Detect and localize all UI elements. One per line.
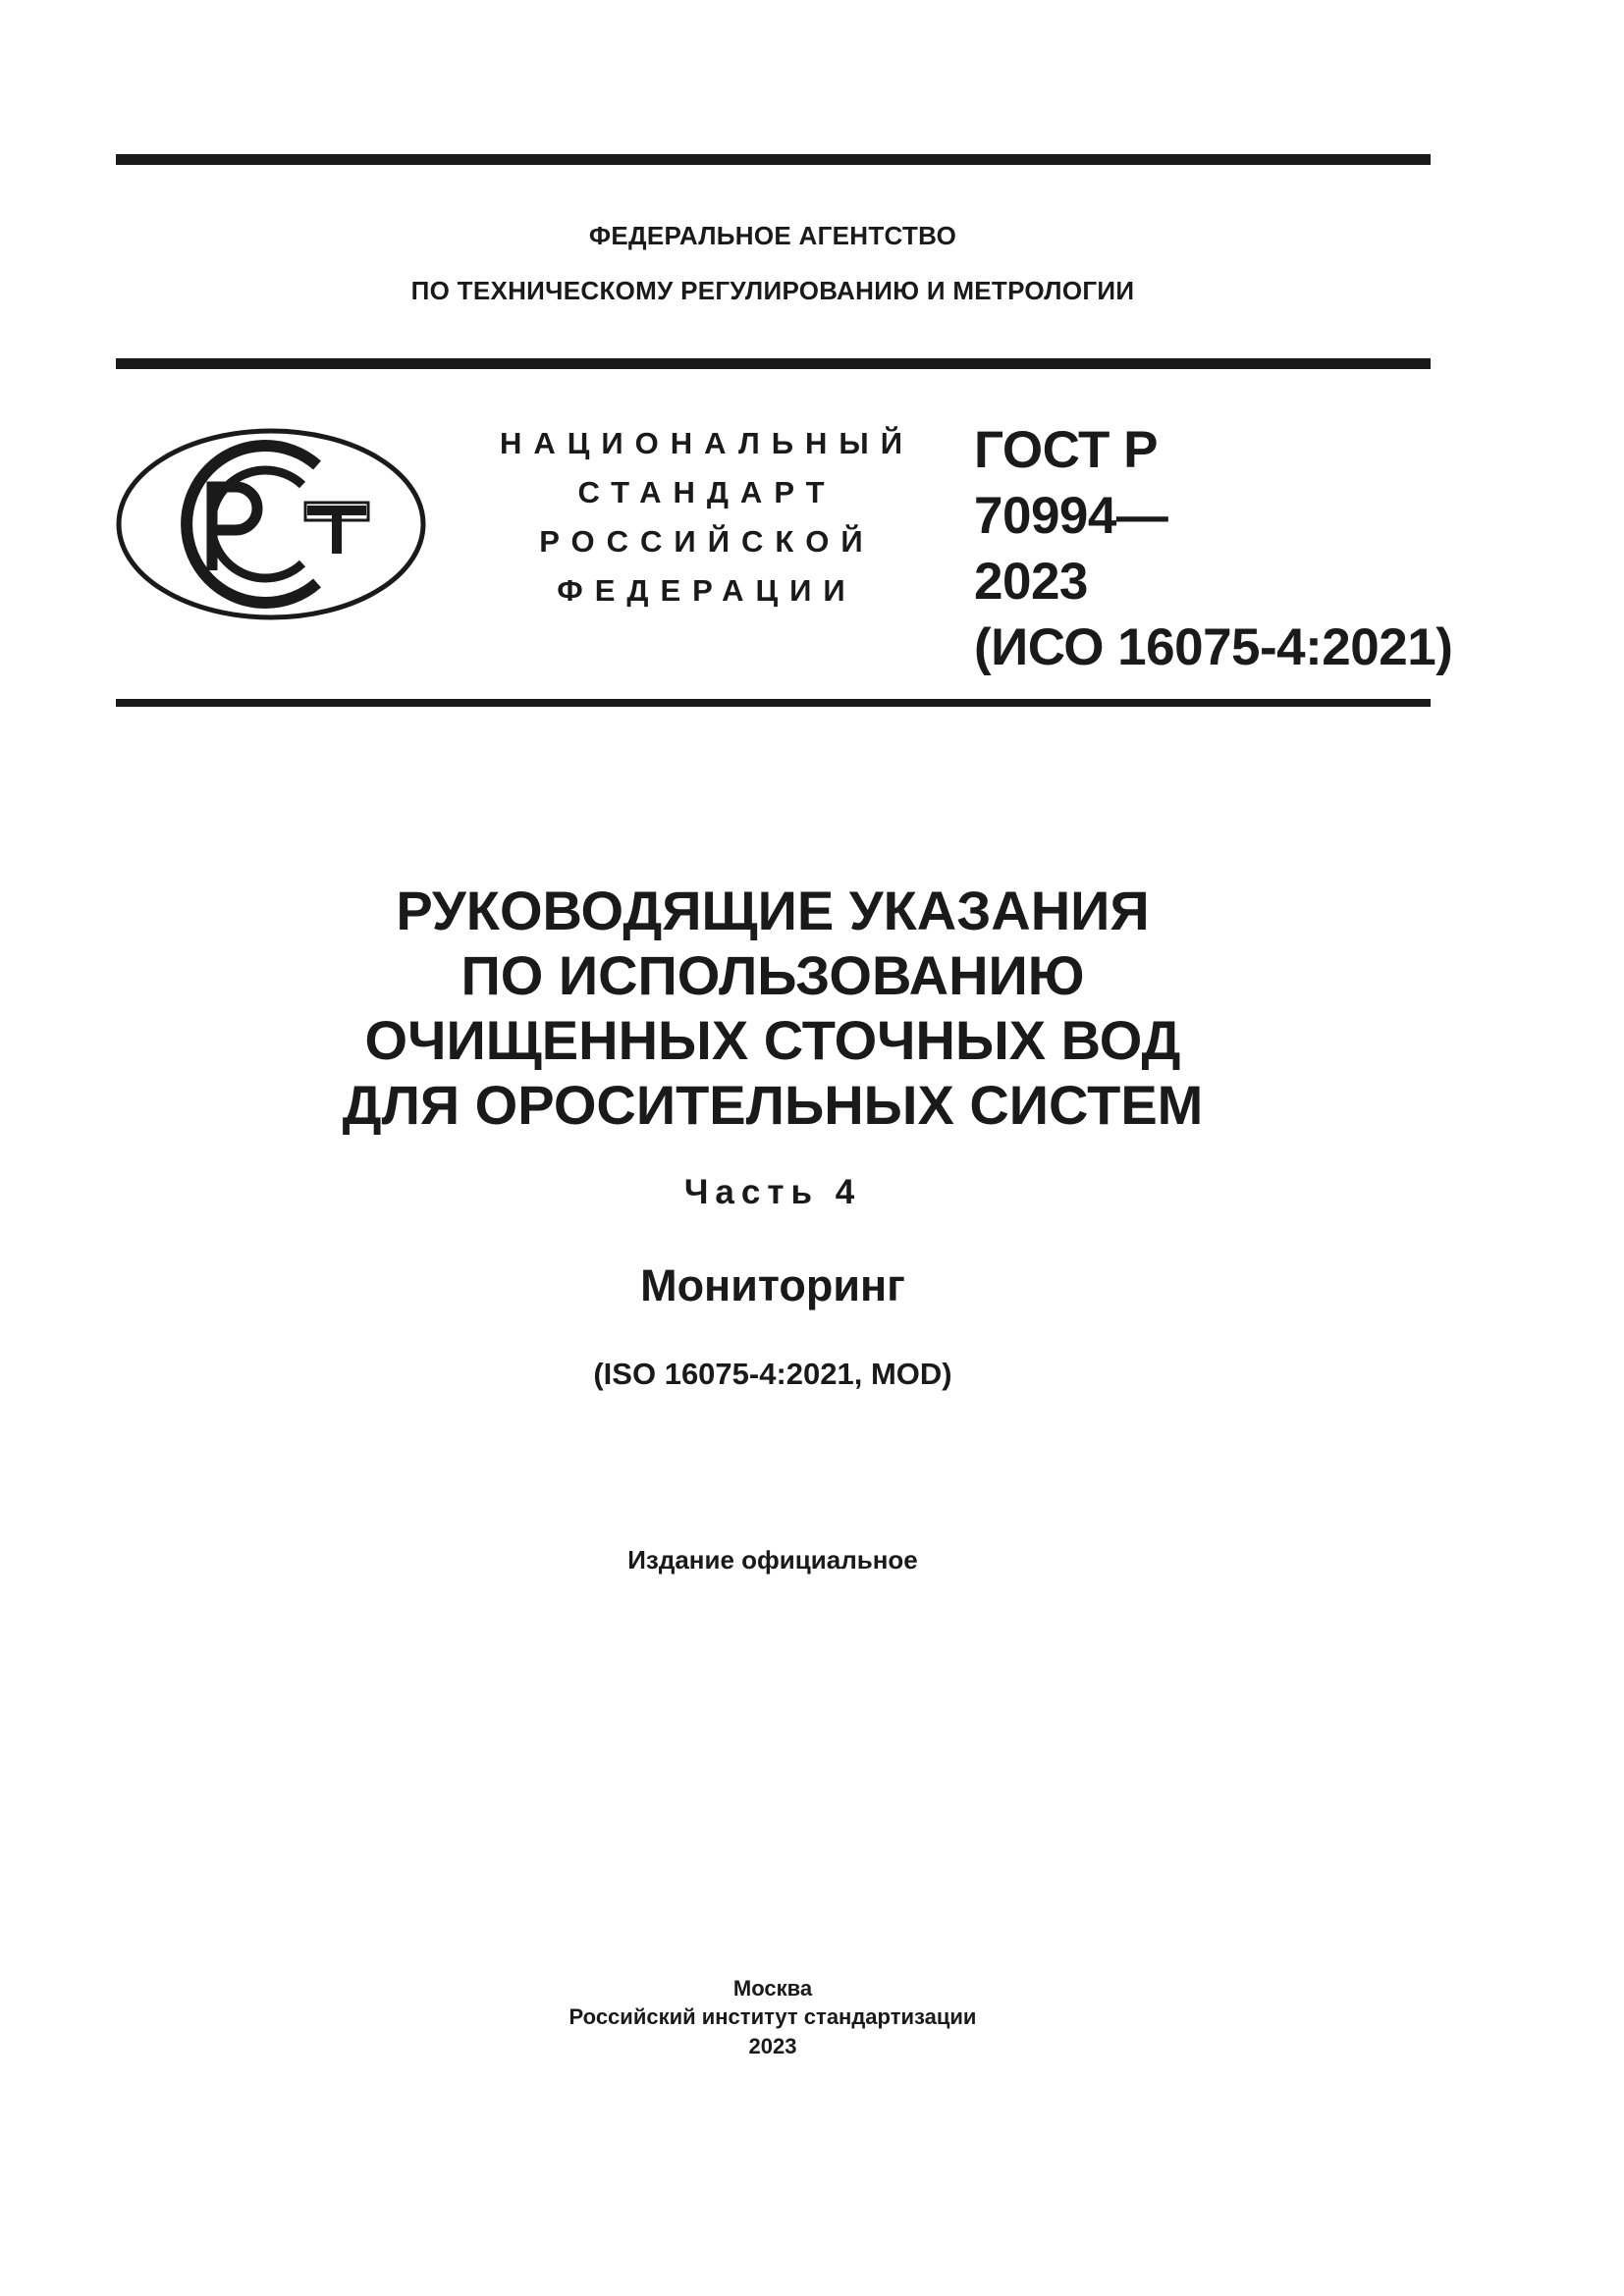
agency-name-line-1: ФЕДЕРАЛЬНОЕ АГЕНТСТВО xyxy=(588,221,957,250)
imprint-year: 2023 xyxy=(748,2034,797,2058)
national-standard-line-1: НАЦИОНАЛЬНЫЙ xyxy=(499,426,915,460)
standard-designation-line-2: 70994— xyxy=(974,487,1168,545)
national-standard-line-4: ФЕДЕРАЦИИ xyxy=(557,573,857,608)
document-title-line-4: ДЛЯ ОРОСИТЕЛЬНЫХ СИСТЕМ xyxy=(342,1074,1204,1136)
standard-designation-line-1: ГОСТ Р xyxy=(974,421,1158,479)
iso-reference: (ISO 16075-4:2021, MOD) xyxy=(593,1357,952,1391)
document-title-line-2: ПО ИСПОЛЬЗОВАНИЮ xyxy=(460,944,1085,1006)
top-rule xyxy=(116,154,1431,165)
document-title-line-3: ОЧИЩЕННЫХ СТОЧНЫХ ВОД xyxy=(364,1009,1181,1071)
imprint-city: Москва xyxy=(732,1976,813,2001)
standard-designation-line-3: 2023 xyxy=(974,553,1088,611)
document-title-line-1: РУКОВОДЯЩИЕ УКАЗАНИЯ xyxy=(396,880,1150,941)
middle-rule xyxy=(116,358,1431,369)
standard-designation-line-4: (ИСО 16075-4:2021) xyxy=(974,618,1453,676)
national-standard-line-2: СТАНДАРТ xyxy=(577,475,837,509)
edition-note: Издание официальное xyxy=(627,1545,918,1575)
bottom-rule xyxy=(116,699,1431,707)
part-subtitle: Мониторинг xyxy=(640,1260,905,1310)
agency-name-line-2: ПО ТЕХНИЧЕСКОМУ РЕГУЛИРОВАНИЮ И МЕТРОЛОГИИ xyxy=(410,276,1135,305)
imprint-publisher: Российский институт стандартизации xyxy=(568,2004,977,2029)
part-number: Часть 4 xyxy=(683,1173,862,1211)
national-standard-line-3: РОССИЙСКОЙ xyxy=(539,524,875,559)
rst-certification-mark-icon xyxy=(116,428,426,620)
